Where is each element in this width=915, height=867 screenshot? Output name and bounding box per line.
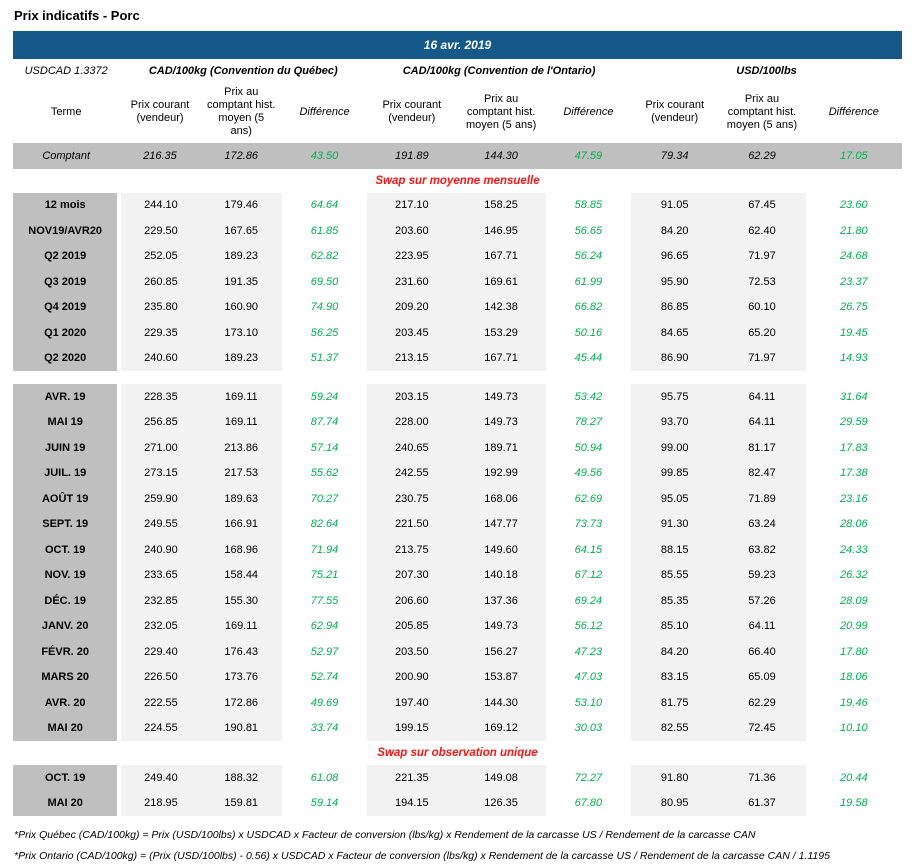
- difference-cell: 55.62: [282, 461, 367, 487]
- col-header-terme: Terme: [13, 83, 119, 142]
- value-cell: 169.12: [456, 716, 545, 742]
- value-cell: 72.53: [718, 269, 805, 295]
- value-cell: 249.55: [119, 512, 200, 538]
- difference-cell: 14.93: [806, 346, 902, 372]
- table-row: [13, 461, 902, 487]
- value-cell: 93.70: [631, 410, 718, 436]
- value-cell: 223.95: [367, 244, 456, 270]
- difference-cell: 77.55: [282, 588, 367, 614]
- value-cell: 149.73: [456, 384, 545, 410]
- value-cell: 168.06: [456, 486, 545, 512]
- value-cell: 83.15: [631, 665, 718, 691]
- value-cell: 203.15: [367, 384, 456, 410]
- terme-cell: FÉVR. 20: [13, 639, 119, 665]
- difference-cell: 29.59: [806, 410, 902, 436]
- value-cell: 149.60: [456, 537, 545, 563]
- value-cell: 190.81: [201, 716, 282, 742]
- terme-cell: OCT. 19: [13, 765, 119, 791]
- table-row: [13, 716, 902, 742]
- difference-cell: 82.64: [282, 512, 367, 538]
- difference-cell: 17.38: [806, 461, 902, 487]
- value-cell: 59.23: [718, 563, 805, 589]
- value-cell: 85.55: [631, 563, 718, 589]
- value-cell: 64.11: [718, 384, 805, 410]
- value-cell: 231.60: [367, 269, 456, 295]
- value-cell: 63.82: [718, 537, 805, 563]
- terme-cell: 12 mois: [13, 193, 119, 219]
- value-cell: 240.90: [119, 537, 200, 563]
- difference-cell: 47.59: [546, 142, 631, 169]
- value-cell: 233.65: [119, 563, 200, 589]
- difference-cell: 17.80: [806, 639, 902, 665]
- difference-cell: 33.74: [282, 716, 367, 742]
- value-cell: 95.05: [631, 486, 718, 512]
- col-header-courant-qc: Prix courant (vendeur): [119, 83, 200, 142]
- spacer-row: [13, 371, 902, 384]
- value-cell: 126.35: [456, 791, 545, 817]
- difference-cell: 57.14: [282, 435, 367, 461]
- table-row: [13, 410, 902, 436]
- value-cell: 213.15: [367, 346, 456, 372]
- value-cell: 217.10: [367, 193, 456, 219]
- difference-cell: 52.97: [282, 639, 367, 665]
- value-cell: 226.50: [119, 665, 200, 691]
- value-cell: 84.65: [631, 320, 718, 346]
- value-cell: 203.50: [367, 639, 456, 665]
- value-cell: 144.30: [456, 690, 545, 716]
- terme-cell: AVR. 19: [13, 384, 119, 410]
- difference-cell: 59.24: [282, 384, 367, 410]
- value-cell: 62.29: [718, 690, 805, 716]
- table-row: [13, 320, 902, 346]
- value-cell: 84.20: [631, 639, 718, 665]
- value-cell: 199.15: [367, 716, 456, 742]
- col-header-comptant-us: Prix au comptant hist. moyen (5 ans): [718, 83, 805, 142]
- value-cell: 80.95: [631, 791, 718, 817]
- value-cell: 192.99: [456, 461, 545, 487]
- difference-cell: 47.03: [546, 665, 631, 691]
- difference-cell: 56.24: [546, 244, 631, 270]
- value-cell: 144.30: [456, 142, 545, 169]
- value-cell: 259.90: [119, 486, 200, 512]
- section-title: Swap sur observation unique: [13, 741, 902, 765]
- difference-cell: 26.32: [806, 563, 902, 589]
- table-row: [13, 665, 902, 691]
- table-row: [13, 639, 902, 665]
- terme-cell: JUIL. 19: [13, 461, 119, 487]
- table-row: [13, 218, 902, 244]
- difference-cell: 62.69: [546, 486, 631, 512]
- difference-cell: 87.74: [282, 410, 367, 436]
- section-title: Swap sur moyenne mensuelle: [13, 169, 902, 193]
- footnote-quebec: *Prix Québec (CAD/100kg) = Prix (USD/100lbs) x USDCAD x Facteur de conversion (lbs/kg) x Rendement de la carcasse US / Rendement de la carcasse CAN: [14, 829, 756, 841]
- value-cell: 218.95: [119, 791, 200, 817]
- value-cell: 167.71: [456, 244, 545, 270]
- difference-cell: 47.23: [546, 639, 631, 665]
- difference-cell: 19.45: [806, 320, 902, 346]
- difference-cell: 62.82: [282, 244, 367, 270]
- value-cell: 71.36: [718, 765, 805, 791]
- value-cell: 172.86: [201, 142, 282, 169]
- difference-cell: 67.80: [546, 791, 631, 817]
- difference-cell: 72.27: [546, 765, 631, 791]
- table-row: [13, 142, 902, 169]
- value-cell: 99.85: [631, 461, 718, 487]
- table-row: [13, 537, 902, 563]
- terme-cell: DÉC. 19: [13, 588, 119, 614]
- date-bar: [13, 31, 902, 59]
- difference-cell: 71.94: [282, 537, 367, 563]
- value-cell: 149.08: [456, 765, 545, 791]
- value-cell: 159.81: [201, 791, 282, 817]
- table-row: [13, 588, 902, 614]
- table-row: [13, 295, 902, 321]
- terme-cell: MAI 20: [13, 716, 119, 742]
- usdcad-rate: USDCAD 1.3372: [13, 59, 119, 83]
- value-cell: 61.37: [718, 791, 805, 817]
- value-cell: 63.24: [718, 512, 805, 538]
- difference-cell: 52.74: [282, 665, 367, 691]
- table-row: [13, 690, 902, 716]
- value-cell: 65.09: [718, 665, 805, 691]
- difference-cell: 20.99: [806, 614, 902, 640]
- terme-cell: Q1 2020: [13, 320, 119, 346]
- value-cell: 249.40: [119, 765, 200, 791]
- value-cell: 240.65: [367, 435, 456, 461]
- value-cell: 229.40: [119, 639, 200, 665]
- terme-cell: MARS 20: [13, 665, 119, 691]
- value-cell: 224.55: [119, 716, 200, 742]
- value-cell: 137.36: [456, 588, 545, 614]
- value-cell: 252.05: [119, 244, 200, 270]
- section-header-row: [13, 741, 902, 765]
- value-cell: 88.15: [631, 537, 718, 563]
- terme-cell: Q2 2019: [13, 244, 119, 270]
- value-cell: 205.85: [367, 614, 456, 640]
- value-cell: 84.20: [631, 218, 718, 244]
- difference-cell: 78.27: [546, 410, 631, 436]
- terme-cell: JANV. 20: [13, 614, 119, 640]
- difference-cell: 64.64: [282, 193, 367, 219]
- difference-cell: 30.03: [546, 716, 631, 742]
- difference-cell: 75.21: [282, 563, 367, 589]
- value-cell: 160.90: [201, 295, 282, 321]
- value-cell: 169.11: [201, 384, 282, 410]
- difference-cell: 69.50: [282, 269, 367, 295]
- difference-cell: 56.25: [282, 320, 367, 346]
- value-cell: 91.80: [631, 765, 718, 791]
- value-cell: 189.23: [201, 346, 282, 372]
- table-row: [13, 486, 902, 512]
- value-cell: 57.26: [718, 588, 805, 614]
- value-cell: 81.75: [631, 690, 718, 716]
- value-cell: 221.35: [367, 765, 456, 791]
- group-usd-label: USD/100lbs: [631, 59, 902, 83]
- difference-cell: 23.37: [806, 269, 902, 295]
- col-header-comptant-qc: Prix au comptant hist. moyen (5 ans): [201, 83, 282, 142]
- value-cell: 169.11: [201, 410, 282, 436]
- difference-cell: 31.64: [806, 384, 902, 410]
- difference-cell: 51.37: [282, 346, 367, 372]
- terme-cell: Comptant: [13, 142, 119, 169]
- difference-cell: 59.14: [282, 791, 367, 817]
- value-cell: 62.40: [718, 218, 805, 244]
- value-cell: 206.60: [367, 588, 456, 614]
- value-cell: 216.35: [119, 142, 200, 169]
- value-cell: 81.17: [718, 435, 805, 461]
- difference-cell: 61.99: [546, 269, 631, 295]
- difference-cell: 23.60: [806, 193, 902, 219]
- table-row: [13, 384, 902, 410]
- value-cell: 158.25: [456, 193, 545, 219]
- terme-cell: NOV19/AVR20: [13, 218, 119, 244]
- value-cell: 232.85: [119, 588, 200, 614]
- difference-cell: 18.06: [806, 665, 902, 691]
- difference-cell: 53.10: [546, 690, 631, 716]
- difference-cell: 66.82: [546, 295, 631, 321]
- value-cell: 85.35: [631, 588, 718, 614]
- value-cell: 147.77: [456, 512, 545, 538]
- value-cell: 191.89: [367, 142, 456, 169]
- difference-cell: 62.94: [282, 614, 367, 640]
- value-cell: 167.71: [456, 346, 545, 372]
- value-cell: 62.29: [718, 142, 805, 169]
- terme-cell: NOV. 19: [13, 563, 119, 589]
- table-row: [13, 244, 902, 270]
- group-quebec-label: CAD/100kg (Convention du Québec): [119, 59, 367, 83]
- table-row: [13, 791, 902, 817]
- difference-cell: 50.94: [546, 435, 631, 461]
- difference-cell: 17.05: [806, 142, 902, 169]
- value-cell: 271.00: [119, 435, 200, 461]
- value-cell: 169.61: [456, 269, 545, 295]
- difference-cell: 69.24: [546, 588, 631, 614]
- terme-cell: AOÛT 19: [13, 486, 119, 512]
- difference-cell: 23.16: [806, 486, 902, 512]
- difference-cell: 61.08: [282, 765, 367, 791]
- value-cell: 149.73: [456, 614, 545, 640]
- value-cell: 91.30: [631, 512, 718, 538]
- value-cell: 176.43: [201, 639, 282, 665]
- value-cell: 213.86: [201, 435, 282, 461]
- value-cell: 158.44: [201, 563, 282, 589]
- difference-cell: 24.68: [806, 244, 902, 270]
- table-row: [13, 435, 902, 461]
- value-cell: 60.10: [718, 295, 805, 321]
- difference-cell: 49.69: [282, 690, 367, 716]
- value-cell: 173.76: [201, 665, 282, 691]
- value-cell: 167.65: [201, 218, 282, 244]
- value-cell: 146.95: [456, 218, 545, 244]
- terme-cell: JUIN 19: [13, 435, 119, 461]
- value-cell: 228.00: [367, 410, 456, 436]
- value-cell: 86.85: [631, 295, 718, 321]
- difference-cell: 19.46: [806, 690, 902, 716]
- price-table: [13, 31, 902, 816]
- table-row: [13, 512, 902, 538]
- footnotes: [14, 825, 902, 867]
- value-cell: 71.97: [718, 244, 805, 270]
- value-cell: 79.34: [631, 142, 718, 169]
- value-cell: 169.11: [201, 614, 282, 640]
- difference-cell: 56.12: [546, 614, 631, 640]
- difference-cell: 61.85: [282, 218, 367, 244]
- difference-cell: 24.33: [806, 537, 902, 563]
- section-header-row: [13, 169, 902, 193]
- value-cell: 179.46: [201, 193, 282, 219]
- value-cell: 242.55: [367, 461, 456, 487]
- value-cell: 140.18: [456, 563, 545, 589]
- value-cell: 260.85: [119, 269, 200, 295]
- value-cell: 95.75: [631, 384, 718, 410]
- value-cell: 64.11: [718, 614, 805, 640]
- col-header-courant-on: Prix courant (vendeur): [367, 83, 456, 142]
- page-title: Prix indicatifs - Porc: [14, 8, 140, 23]
- date-label: 16 avr. 2019: [13, 31, 902, 59]
- value-cell: 203.60: [367, 218, 456, 244]
- difference-cell: 45.44: [546, 346, 631, 372]
- terme-cell: Q4 2019: [13, 295, 119, 321]
- value-cell: 232.05: [119, 614, 200, 640]
- value-cell: 168.96: [201, 537, 282, 563]
- value-cell: 64.11: [718, 410, 805, 436]
- value-cell: 229.35: [119, 320, 200, 346]
- value-cell: 82.47: [718, 461, 805, 487]
- value-cell: 209.20: [367, 295, 456, 321]
- value-cell: 153.29: [456, 320, 545, 346]
- value-cell: 96.65: [631, 244, 718, 270]
- difference-cell: 70.27: [282, 486, 367, 512]
- value-cell: 91.05: [631, 193, 718, 219]
- group-header-row: [13, 59, 902, 83]
- value-cell: 230.75: [367, 486, 456, 512]
- value-cell: 82.55: [631, 716, 718, 742]
- value-cell: 85.10: [631, 614, 718, 640]
- difference-cell: 28.09: [806, 588, 902, 614]
- value-cell: 217.53: [201, 461, 282, 487]
- value-cell: 95.90: [631, 269, 718, 295]
- value-cell: 213.75: [367, 537, 456, 563]
- value-cell: 189.23: [201, 244, 282, 270]
- value-cell: 244.10: [119, 193, 200, 219]
- value-cell: 273.15: [119, 461, 200, 487]
- value-cell: 221.50: [367, 512, 456, 538]
- col-header-difference-us: Différence: [806, 83, 902, 142]
- table-row: [13, 765, 902, 791]
- value-cell: 99.00: [631, 435, 718, 461]
- value-cell: 173.10: [201, 320, 282, 346]
- value-cell: 207.30: [367, 563, 456, 589]
- value-cell: 65.20: [718, 320, 805, 346]
- col-header-comptant-on: Prix au comptant hist. moyen (5 ans): [456, 83, 545, 142]
- difference-cell: 21.80: [806, 218, 902, 244]
- value-cell: 189.71: [456, 435, 545, 461]
- value-cell: 203.45: [367, 320, 456, 346]
- difference-cell: 10.10: [806, 716, 902, 742]
- difference-cell: 74.90: [282, 295, 367, 321]
- difference-cell: 58.85: [546, 193, 631, 219]
- value-cell: 235.80: [119, 295, 200, 321]
- table-row: [13, 346, 902, 372]
- terme-cell: Q2 2020: [13, 346, 119, 372]
- difference-cell: 56.65: [546, 218, 631, 244]
- group-ontario-label: CAD/100kg (Convention de l'Ontario): [367, 59, 631, 83]
- difference-cell: 50.16: [546, 320, 631, 346]
- difference-cell: 67.12: [546, 563, 631, 589]
- difference-cell: 53.42: [546, 384, 631, 410]
- value-cell: 66.40: [718, 639, 805, 665]
- value-cell: 156.27: [456, 639, 545, 665]
- col-header-courant-us: Prix courant (vendeur): [631, 83, 718, 142]
- difference-cell: 73.73: [546, 512, 631, 538]
- col-header-difference-qc: Différence: [282, 83, 367, 142]
- value-cell: 194.15: [367, 791, 456, 817]
- value-cell: 229.50: [119, 218, 200, 244]
- value-cell: 197.40: [367, 690, 456, 716]
- value-cell: 71.97: [718, 346, 805, 372]
- table-row: [13, 269, 902, 295]
- value-cell: 155.30: [201, 588, 282, 614]
- value-cell: 189.63: [201, 486, 282, 512]
- value-cell: 228.35: [119, 384, 200, 410]
- value-cell: 222.55: [119, 690, 200, 716]
- terme-cell: MAI 20: [13, 791, 119, 817]
- terme-cell: SEPT. 19: [13, 512, 119, 538]
- value-cell: 67.45: [718, 193, 805, 219]
- difference-cell: 26.75: [806, 295, 902, 321]
- value-cell: 71.89: [718, 486, 805, 512]
- difference-cell: 17.83: [806, 435, 902, 461]
- value-cell: 172.86: [201, 690, 282, 716]
- column-header-row: [13, 83, 902, 142]
- terme-cell: Q3 2019: [13, 269, 119, 295]
- value-cell: 153.87: [456, 665, 545, 691]
- col-header-difference-on: Différence: [546, 83, 631, 142]
- difference-cell: 20.44: [806, 765, 902, 791]
- difference-cell: 28.06: [806, 512, 902, 538]
- value-cell: 86.90: [631, 346, 718, 372]
- terme-cell: MAI 19: [13, 410, 119, 436]
- value-cell: 166.91: [201, 512, 282, 538]
- footnote-ontario: *Prix Ontario (CAD/100kg) = (Prix (USD/100lbs) - 0.56) x USDCAD x Facteur de conversion (lbs/kg) x Rendement de la carcasse US / Rendement de la carcasse CAN / 1.1195: [14, 850, 830, 862]
- difference-cell: 49.56: [546, 461, 631, 487]
- value-cell: 72.45: [718, 716, 805, 742]
- value-cell: 256.85: [119, 410, 200, 436]
- value-cell: 200.90: [367, 665, 456, 691]
- value-cell: 142.38: [456, 295, 545, 321]
- value-cell: 191.35: [201, 269, 282, 295]
- terme-cell: AVR. 20: [13, 690, 119, 716]
- value-cell: 149.73: [456, 410, 545, 436]
- difference-cell: 64.15: [546, 537, 631, 563]
- terme-cell: OCT. 19: [13, 537, 119, 563]
- table-row: [13, 614, 902, 640]
- difference-cell: 19.58: [806, 791, 902, 817]
- table-row: [13, 193, 902, 219]
- table-row: [13, 563, 902, 589]
- value-cell: 188.32: [201, 765, 282, 791]
- difference-cell: 43.50: [282, 142, 367, 169]
- value-cell: 240.60: [119, 346, 200, 372]
